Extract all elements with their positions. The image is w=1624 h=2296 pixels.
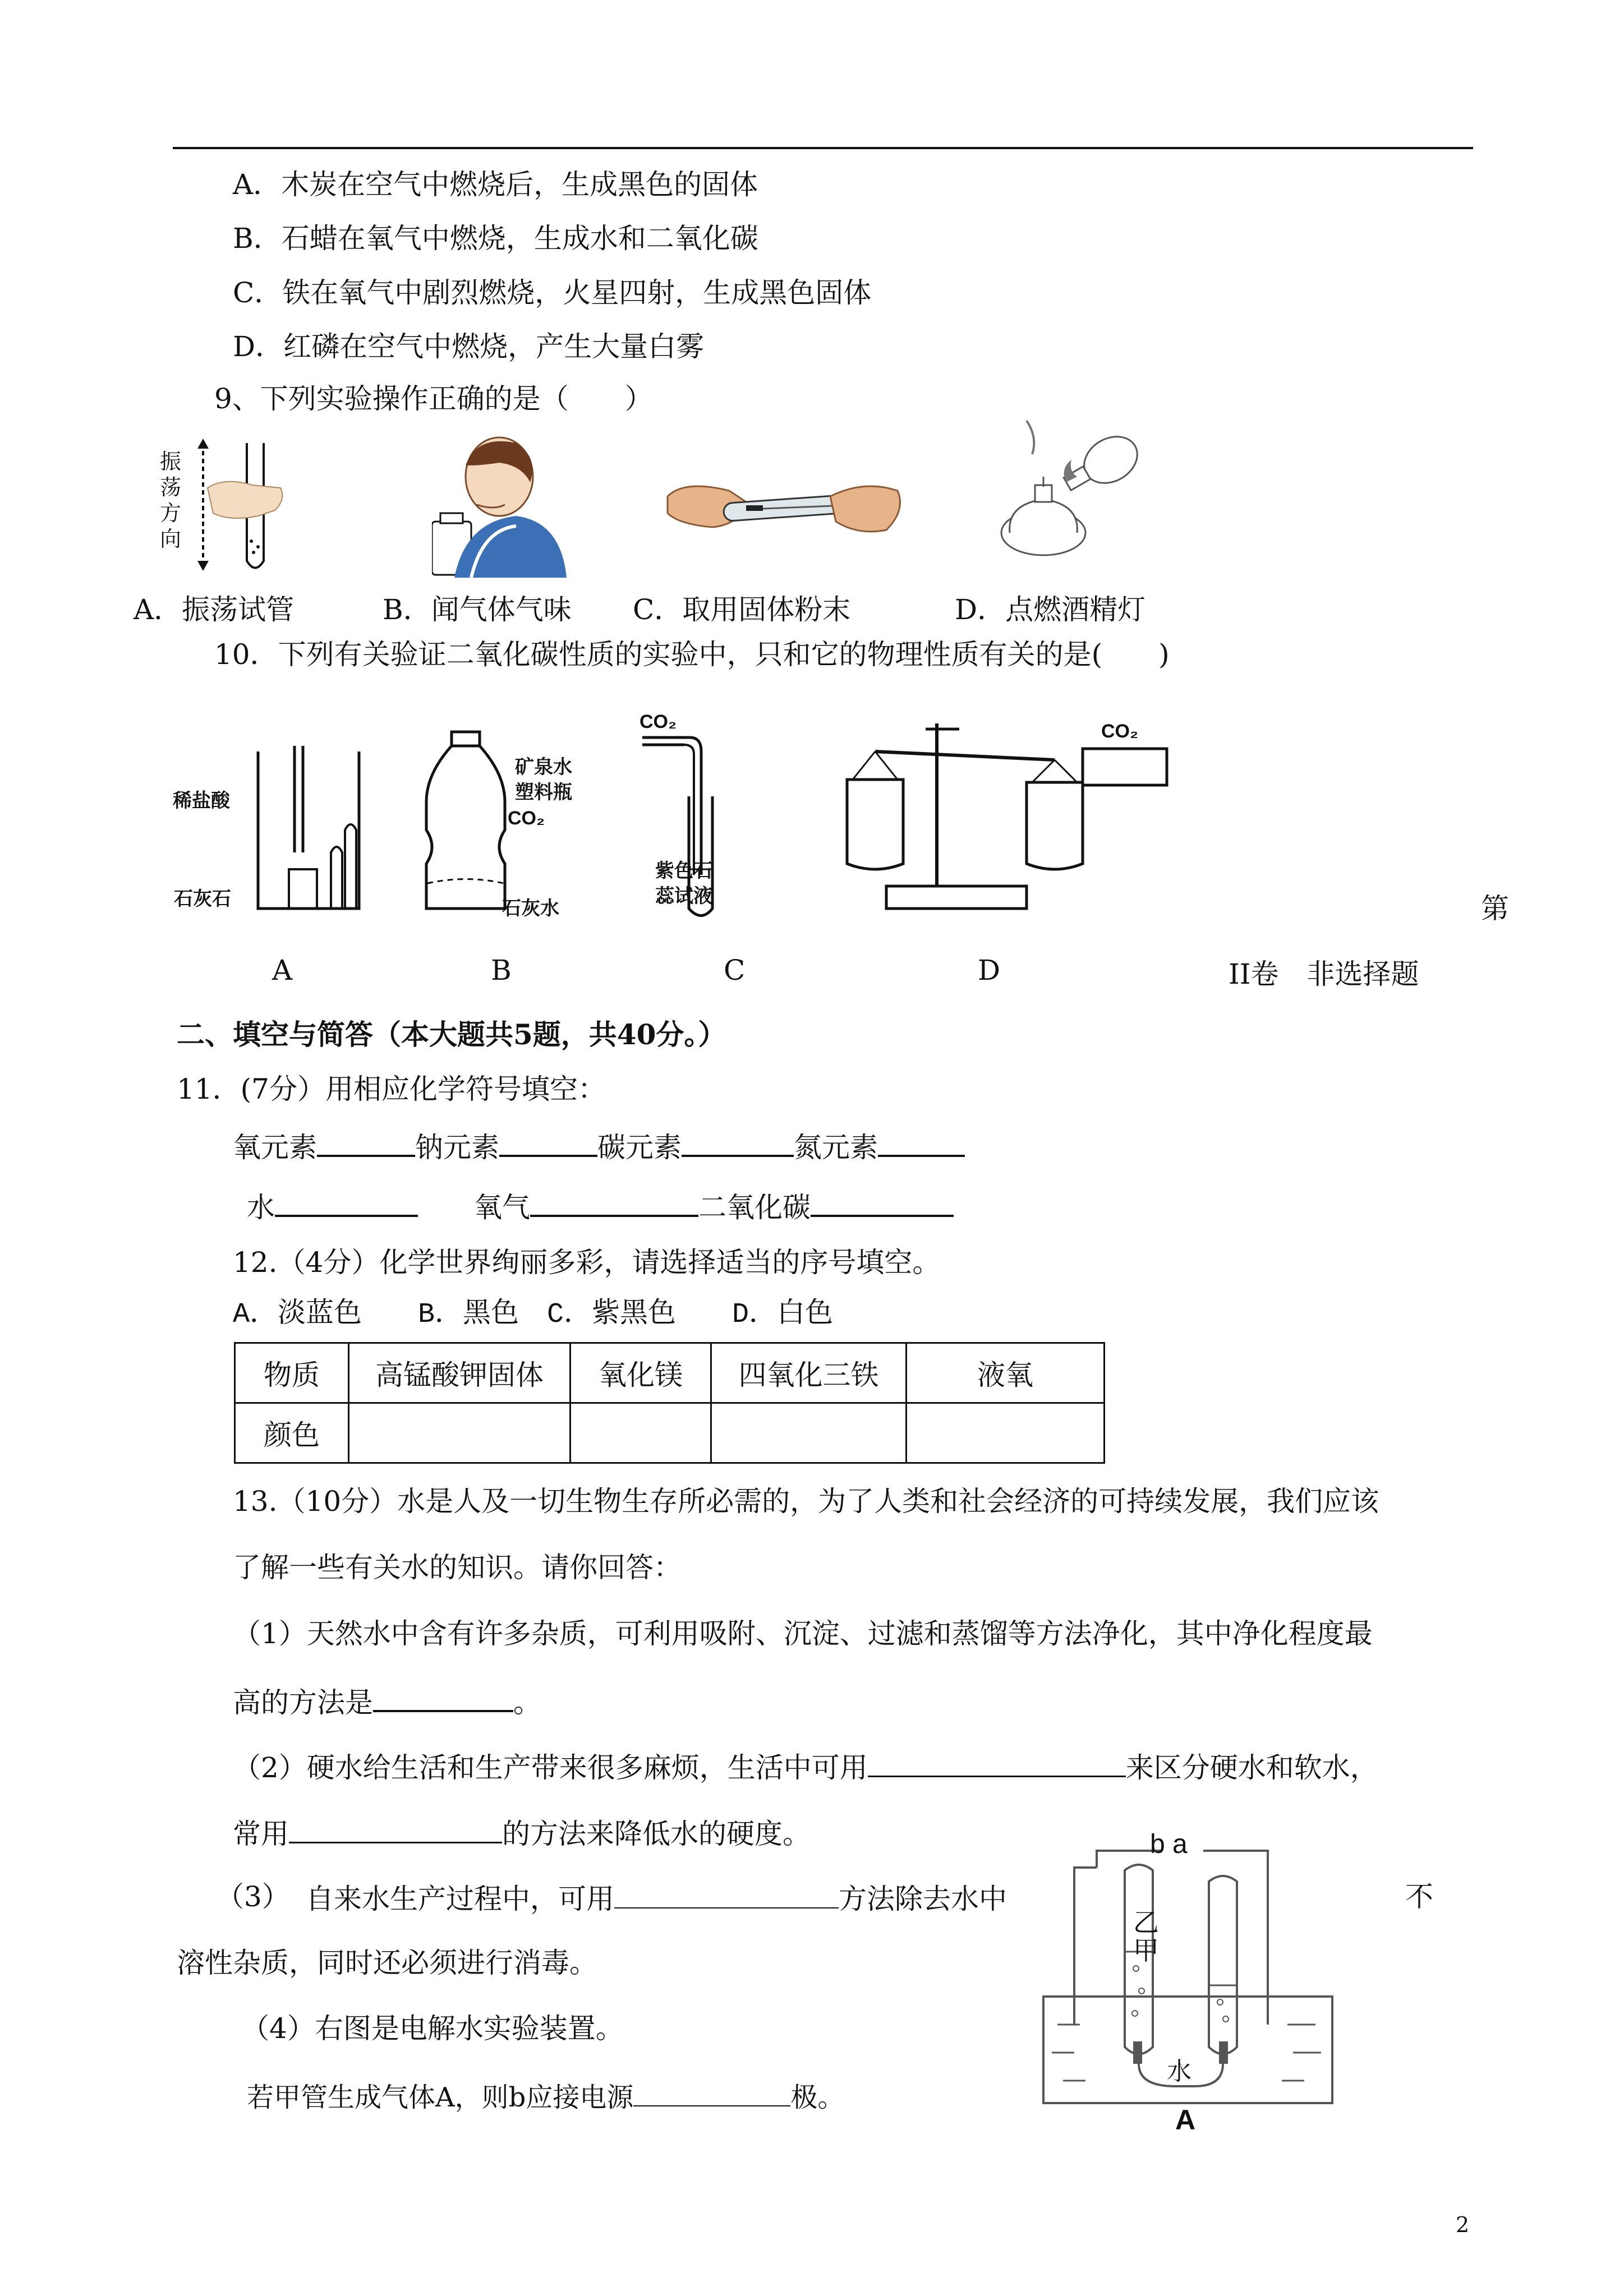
electrolysis-label-ba: b a <box>1150 1829 1188 1859</box>
blank-carbon-element[interactable] <box>682 1130 794 1157</box>
shake-direction-label: 振 荡 方 向 <box>160 449 182 551</box>
answer-cell[interactable] <box>711 1403 907 1463</box>
page-number: 2 <box>1456 2212 1470 2237</box>
answer-cell[interactable] <box>907 1403 1105 1463</box>
q13-p2-a: （2）硬水给生活和生产带来很多麻烦，生活中可用 来区分硬水和软水， <box>233 1751 1378 1784</box>
fig-b-bottle <box>415 729 516 920</box>
blank-soften-water[interactable] <box>289 1817 502 1843</box>
electrolysis-label-water: 水 <box>1167 2057 1191 2086</box>
table-header-cell: 高锰酸钾固体 <box>349 1343 571 1403</box>
q13-p4-b: 若甲管生成气体A，则b应接电源 极。 <box>247 2082 845 2113</box>
fig-c-label-co2: CO₂ <box>640 711 677 732</box>
electrolysis-figure <box>1041 1839 1344 2142</box>
table-header-cell: 物质 <box>235 1343 349 1403</box>
powder-figure <box>662 457 909 558</box>
fig-b-label-co2: CO₂ <box>508 808 545 829</box>
shake-tube-figure <box>191 437 303 589</box>
label-oxygen-gas: 氧气 <box>474 1191 530 1224</box>
label-co2: 二氧化碳 <box>698 1191 811 1224</box>
electrolysis-label-jia: 甲 <box>1133 1935 1159 1966</box>
fig-c-label-litmus2: 蕊试液 <box>655 886 712 907</box>
q9-caption-c: C．取用固体粉末 <box>633 593 851 626</box>
q9-stem: 9、下列实验操作正确的是（ ） <box>214 382 653 415</box>
alcohol-lamp-figure <box>999 415 1144 561</box>
electrolysis-caption: A <box>1175 2104 1196 2136</box>
label-sodium-element: 钠元素 <box>415 1131 499 1164</box>
q13-stem-2: 了解一些有关水的知识。请你回答： <box>233 1551 682 1584</box>
fig-b-label-water: 矿泉水 <box>515 757 572 778</box>
q12-options: A．淡蓝色 B．黑色 C．紫黑色 D．白色 <box>233 1299 834 1331</box>
table-header-cell: 液氧 <box>907 1343 1105 1403</box>
q10-stem: 10．下列有关验证二氧化碳性质的实验中，只和它的物理性质有关的是( ) <box>214 638 1170 671</box>
label-oxygen-element: 氧元素 <box>233 1131 317 1164</box>
blank-distinguish-water[interactable] <box>868 1751 1126 1777</box>
blank-oxygen-element[interactable] <box>317 1130 415 1157</box>
table-header-cell: 四氧化三铁 <box>711 1343 907 1403</box>
q13-p2-b: 常用 的方法来降低水的硬度。 <box>233 1818 811 1850</box>
q13-p3-right: 不 <box>1405 1880 1433 1913</box>
fig-b-label-bottle: 塑料瓶 <box>515 782 572 803</box>
q8-option-a: A．木炭在空气中燃烧后，生成黑色的固体 <box>233 168 758 201</box>
blank-nitrogen-element[interactable] <box>878 1130 965 1157</box>
table-cell: 颜色 <box>235 1403 349 1463</box>
answer-cell[interactable] <box>571 1403 711 1463</box>
q8-option-b: B．石蜡在氧气中燃烧，生成水和二氧化碳 <box>233 222 758 255</box>
fig-a-label-limestone: 石灰石 <box>174 888 231 910</box>
blank-electrode[interactable] <box>633 2081 790 2106</box>
table-row <box>235 1343 1105 1403</box>
q13-p4: （4）右图是电解水实验装置。 <box>241 2012 624 2045</box>
smell-gas-figure <box>432 432 567 578</box>
fig-a-apparatus <box>247 740 370 920</box>
label-nitrogen-element: 氮元素 <box>794 1131 878 1164</box>
blank-purification[interactable] <box>373 1685 513 1712</box>
blank-co2[interactable] <box>811 1190 954 1217</box>
q12-stem: 12.（4分）化学世界绚丽多彩，请选择适当的序号填空。 <box>233 1246 941 1279</box>
q13-p3: 自来水生产过程中，可用 方法除去水中 <box>306 1883 1007 1915</box>
header-rule <box>173 147 1473 149</box>
q11-row1 <box>233 1130 965 1164</box>
q13-p1-b: 高的方法是 。 <box>233 1686 541 1719</box>
fig-d-balance <box>841 718 1178 931</box>
q11-stem: 11．(7分）用相应化学符号填空： <box>177 1073 606 1105</box>
side-char: 第 <box>1481 892 1509 925</box>
q8-option-c: C．铁在氧气中剧烈燃烧，火星四射，生成黑色固体 <box>233 276 872 309</box>
q9-caption-b: B．闻气体气味 <box>383 593 572 626</box>
label-carbon-element: 碳元素 <box>597 1131 682 1164</box>
blank-water[interactable] <box>275 1190 418 1217</box>
table-header-cell: 氧化镁 <box>571 1343 711 1403</box>
blank-remove-insoluble[interactable] <box>614 1883 839 1908</box>
fig-c-caption: C <box>724 954 746 986</box>
fig-b-caption: B <box>491 954 512 986</box>
fig-a-caption: A <box>272 954 293 986</box>
q11-row2 <box>247 1190 954 1224</box>
fig-d-label-co2: CO₂ <box>1101 721 1139 742</box>
q8-option-d: D．红磷在空气中燃烧，产生大量白雾 <box>233 330 705 363</box>
fig-d-caption: D <box>978 954 1001 986</box>
fig-a-label-acid: 稀盐酸 <box>173 790 230 812</box>
q9-caption-d: D．点燃酒精灯 <box>955 593 1146 626</box>
volume-title: II卷 非选择题 <box>1229 958 1419 990</box>
blank-sodium-element[interactable] <box>499 1130 597 1157</box>
electrolysis-label-yi: 乙 <box>1133 1907 1159 1938</box>
color-table <box>234 1342 1105 1464</box>
q13-p1-a: （1）天然水中含有许多杂质，可利用吸附、沉淀、过滤和蒸馏等方法净化，其中净化程度最 <box>233 1617 1373 1650</box>
fig-c-label-litmus1: 紫色石 <box>655 860 712 882</box>
q9-caption-a: A．振荡试管 <box>134 593 295 626</box>
q13-stem-1: 13.（10分）水是人及一切生物生存所必需的，为了人类和社会经济的可持续发展，我们应该 <box>233 1485 1379 1518</box>
blank-oxygen-gas[interactable] <box>530 1190 698 1217</box>
section-heading: 二、填空与简答（本大题共5题，共40分。） <box>177 1018 726 1051</box>
q13-p3-b: 溶性杂质，同时还必须进行消毒。 <box>177 1947 597 1979</box>
label-water: 水 <box>247 1191 275 1224</box>
fig-b-label-limewater: 石灰水 <box>502 898 559 919</box>
answer-cell[interactable] <box>349 1403 571 1463</box>
table-row <box>235 1403 1105 1463</box>
q13-p3-num: （3） <box>216 1880 290 1913</box>
